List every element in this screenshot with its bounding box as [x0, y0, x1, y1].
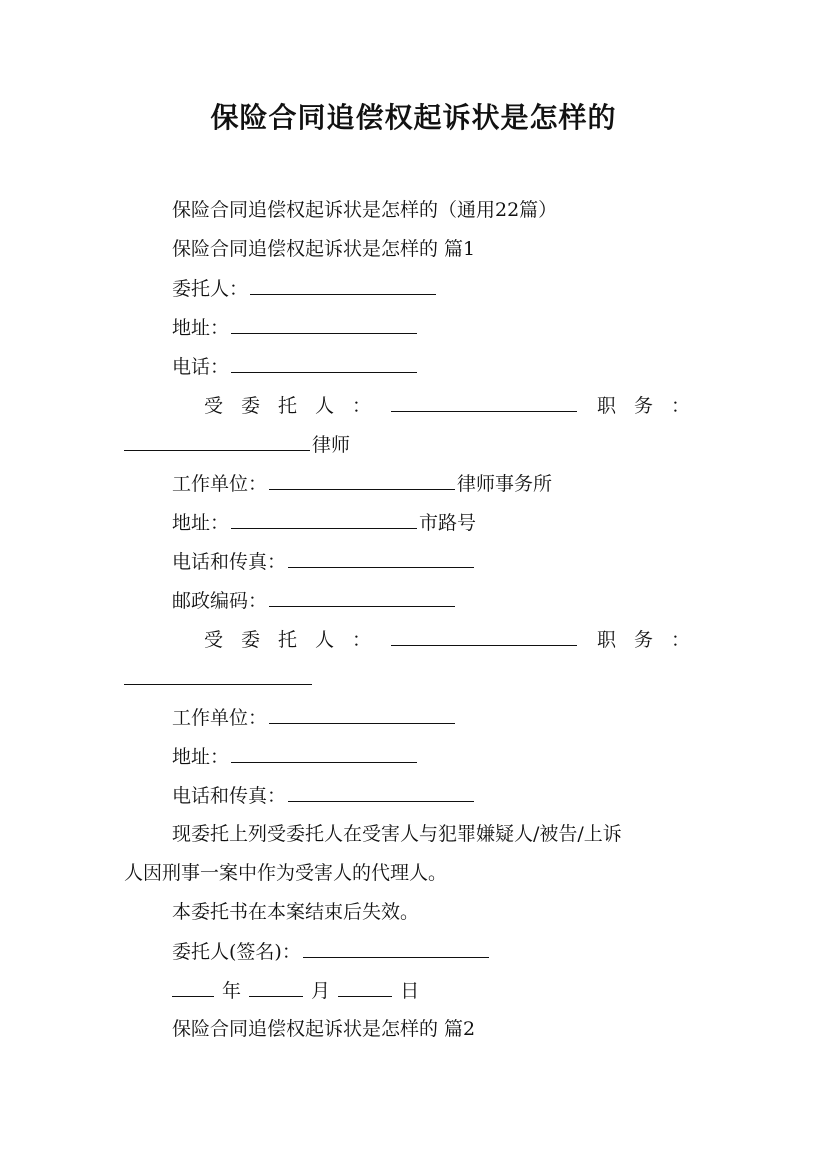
- agent-char: ：: [352, 395, 372, 417]
- address-blank-2: [231, 508, 417, 529]
- phonefax-label-2: 电话和传真：: [172, 785, 287, 807]
- postcode-blank: [269, 586, 455, 607]
- address-label-2: 地址：: [172, 512, 230, 534]
- phone-blank-1: [231, 352, 417, 373]
- phonefax-blank-1: [288, 547, 474, 568]
- postcode-label: 邮政编码：: [172, 590, 268, 612]
- duty-char: ：: [670, 629, 690, 651]
- duty-char: ：: [670, 395, 690, 417]
- workunit-label-2: 工作单位：: [172, 707, 268, 729]
- agent-char: 委: [241, 395, 261, 417]
- agent-field-1: [204, 391, 690, 420]
- authorization-paragraph-line-1: 现委托上列受委托人在受害人与犯罪嫌疑人/被告/上诉: [172, 823, 622, 845]
- duty-char: 务: [633, 395, 653, 417]
- duty-char: 职: [596, 629, 616, 651]
- agent-char: 委: [241, 629, 261, 651]
- phone-field-1: [172, 352, 419, 381]
- postcode-field: [172, 586, 457, 615]
- agent-blank-2: [391, 625, 577, 646]
- intro-line: 保险合同追偿权起诉状是怎样的（通用22篇）: [172, 199, 558, 221]
- section-2-heading: 保险合同追偿权起诉状是怎样的 篇2: [172, 1018, 476, 1040]
- duty-field-1: [124, 430, 350, 459]
- year-blank: [172, 976, 214, 997]
- agent-field-2: [204, 625, 690, 654]
- agent-blank-1: [391, 391, 577, 412]
- duty-blank-1: [124, 430, 310, 451]
- agent-char: ：: [352, 629, 372, 651]
- phonefax-field-2: [172, 781, 476, 810]
- workunit-field-2: [172, 703, 457, 732]
- address-label-3: 地址：: [172, 746, 230, 768]
- workunit-blank-1: [269, 469, 455, 490]
- duty-char: 职: [596, 395, 616, 417]
- workunit-blank-2: [269, 703, 455, 724]
- day-label: 日: [400, 980, 420, 1002]
- month-blank: [249, 976, 303, 997]
- section-1-heading: 保险合同追偿权起诉状是怎样的 篇1: [172, 238, 476, 260]
- year-label: 年: [222, 980, 242, 1002]
- address-field-2: [172, 508, 476, 537]
- authorization-paragraph-line-2: 人因刑事一案中作为受害人的代理人。: [124, 862, 448, 884]
- signature-blank: [303, 937, 489, 958]
- address-field-3: [172, 742, 419, 771]
- principal-label: 委托人：: [172, 278, 249, 300]
- signature-label: 委托人(签名)：: [172, 941, 301, 963]
- phonefax-label-1: 电话和传真：: [172, 551, 287, 573]
- lawfirm-suffix: 律师事务所: [457, 473, 553, 495]
- agent-char: 托: [278, 395, 298, 417]
- phonefax-field-1: [172, 547, 476, 576]
- document-title: 保险合同追偿权起诉状是怎样的: [210, 101, 617, 134]
- duty-char: 务: [633, 629, 653, 651]
- validity-statement: 本委托书在本案结束后失效。: [172, 901, 420, 923]
- duty-field-2: [124, 664, 314, 693]
- address-blank-1: [231, 313, 417, 334]
- address-field-1: [172, 313, 419, 342]
- agent-char: 人: [315, 629, 335, 651]
- lawyer-suffix: 律师: [312, 434, 351, 456]
- month-label: 月: [311, 980, 331, 1002]
- principal-blank: [250, 274, 436, 295]
- address-label-1: 地址：: [172, 317, 230, 339]
- phonefax-blank-2: [288, 781, 474, 802]
- agent-char: 受: [204, 395, 224, 417]
- principal-field: [172, 274, 438, 303]
- agent-char: 托: [278, 629, 298, 651]
- date-field: [172, 976, 419, 1005]
- duty-blank-2: [124, 664, 312, 685]
- road-suffix: 市路号: [419, 512, 477, 534]
- day-blank: [338, 976, 392, 997]
- signature-field: [172, 937, 491, 966]
- address-blank-3: [231, 742, 417, 763]
- agent-char: 受: [204, 629, 224, 651]
- workunit-label-1: 工作单位：: [172, 473, 268, 495]
- workunit-field-1: [172, 469, 552, 498]
- agent-char: 人: [315, 395, 335, 417]
- phone-label-1: 电话：: [172, 356, 230, 378]
